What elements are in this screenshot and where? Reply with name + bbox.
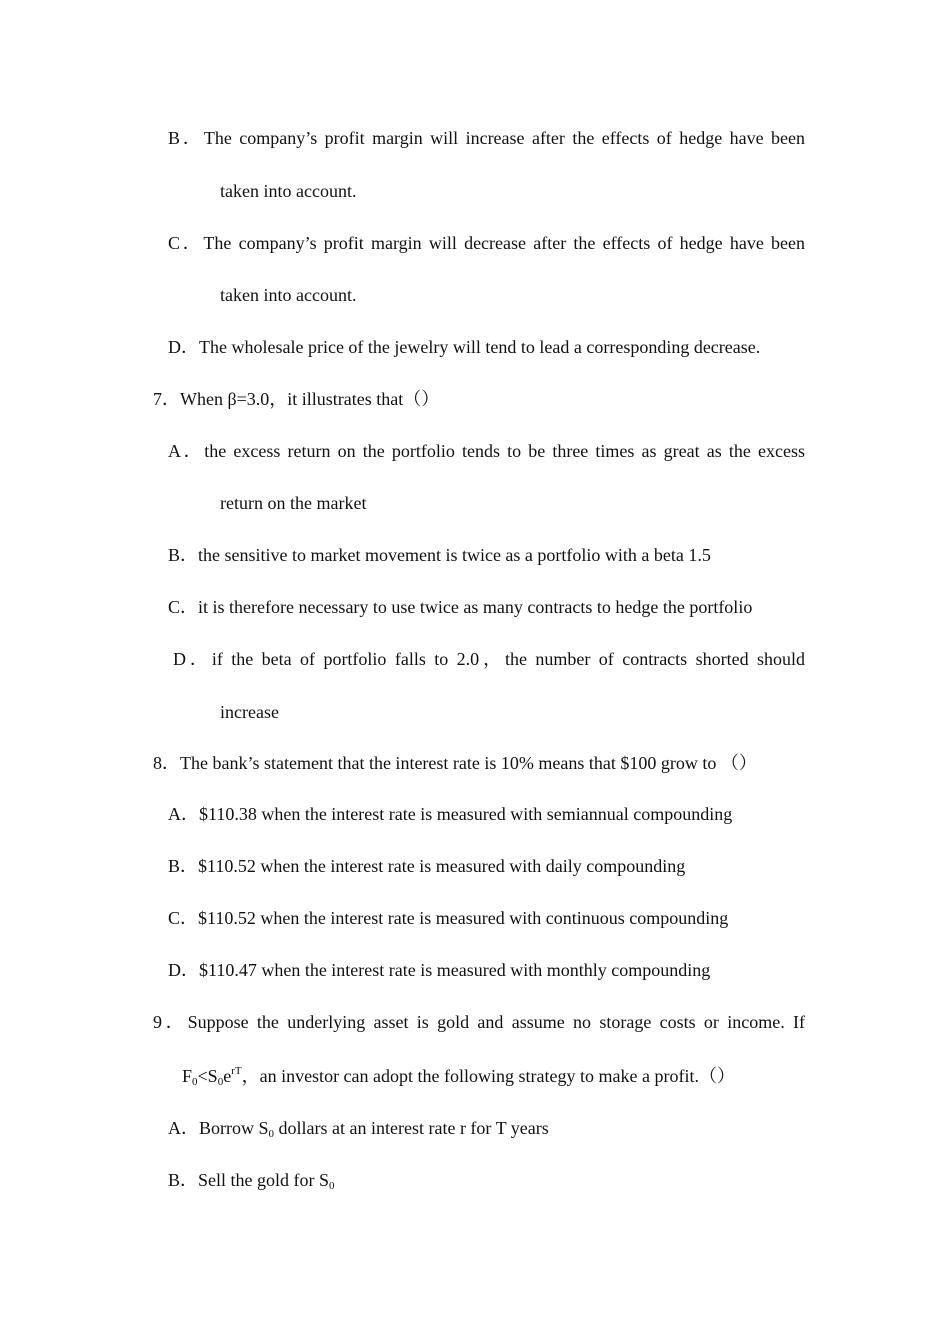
q7-option-d-line2: increase	[220, 702, 279, 722]
forward-price-symbol: F	[182, 1066, 193, 1086]
q6-option-c-line2: taken into account.	[220, 285, 357, 305]
q7-option-b: B．the sensitive to market movement is twice as a portfolio with a beta 1.5	[168, 545, 711, 565]
q9-stem-line1: 9．Suppose the underlying asset is gold and assume no storage costs or income. If	[153, 1012, 805, 1032]
spot-price-subscript: 0	[217, 1076, 224, 1088]
q7-stem: 7．When β=3.0，it illustrates that（）	[153, 389, 440, 409]
q9-stem-line2	[182, 1065, 735, 1087]
less-than-spot-symbol: <S	[197, 1066, 218, 1086]
q9-option-b	[168, 1169, 335, 1191]
q9-option-a-pre: A．Borrow S	[168, 1118, 269, 1138]
q9-option-a-post: dollars at an interest rate r for T years	[274, 1118, 549, 1138]
q6-option-b-line1: B．The company’s profit margin will increase after the effects of hedge have been	[168, 128, 805, 148]
q7-option-d-line1: D．if the beta of portfolio falls to 2.0，the number of contracts shorted should	[173, 649, 805, 669]
q9-option-a	[168, 1117, 549, 1139]
q9-option-b-pre: B．Sell the gold for S	[168, 1170, 329, 1190]
q7-option-c: C．it is therefore necessary to use twice as many contracts to hedge the portfolio	[168, 597, 753, 617]
q8-option-a: A．$110.38 when the interest rate is measured with semiannual compounding	[168, 804, 733, 824]
q9-option-a-subscript: 0	[268, 1128, 275, 1140]
q9-option-b-subscript: 0	[329, 1180, 335, 1192]
q6-option-c-line1: C．The company’s profit margin will decrease after the effects of hedge have been	[168, 233, 805, 253]
q6-option-b-line2: taken into account.	[220, 181, 357, 201]
q9-stem-line2-rest: ，an investor can adopt the following strategy to make a profit.（）	[241, 1066, 735, 1086]
q8-option-d: D．$110.47 when the interest rate is measured with monthly compounding	[168, 960, 711, 980]
q7-option-a-line2: return on the market	[220, 493, 367, 513]
forward-price-subscript: 0	[192, 1076, 198, 1088]
q6-option-d: D．The wholesale price of the jewelry will tend to lead a corresponding decrease.	[168, 337, 761, 357]
exponential-e: e	[223, 1066, 232, 1086]
q7-option-a-line1: A．the excess return on the portfolio tends to be three times as great as the excess	[168, 441, 805, 461]
exponent-rt: rT	[231, 1065, 242, 1077]
q8-option-b: B．$110.52 when the interest rate is measured with daily compounding	[168, 856, 686, 876]
q8-option-c: C．$110.52 when the interest rate is measured with continuous compounding	[168, 908, 729, 928]
q8-stem: 8．The bank’s statement that the interest rate is 10% means that $100 grow to （）	[153, 753, 757, 773]
